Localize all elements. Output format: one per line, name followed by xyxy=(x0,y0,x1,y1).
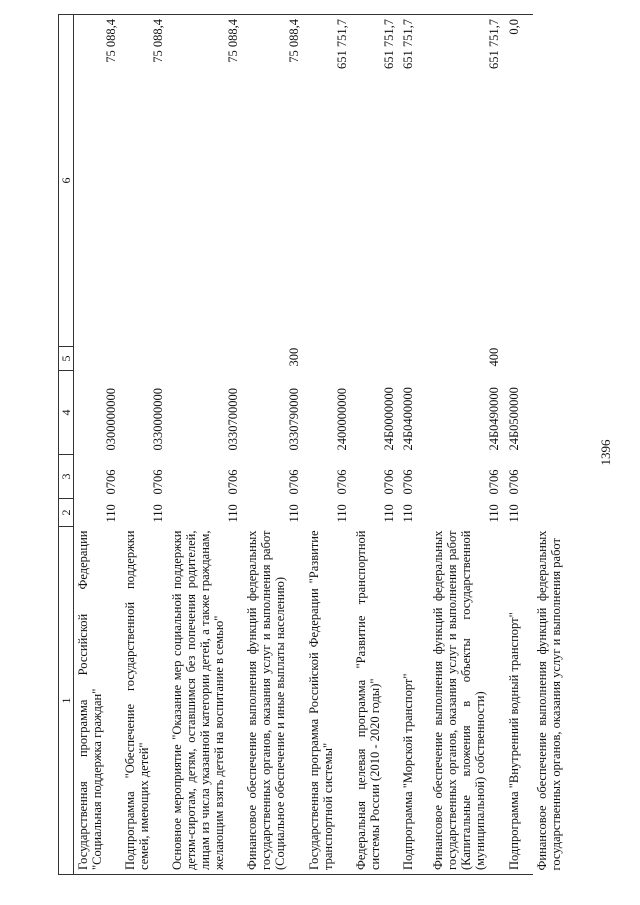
cell-expense-type: 300 xyxy=(287,347,301,367)
table-row xyxy=(74,15,122,875)
cell-target-article: 24Б0400000 xyxy=(401,387,415,451)
cell-section-code: 0706 xyxy=(287,469,301,495)
table-row xyxy=(243,15,305,875)
cell-code-2: 110 xyxy=(287,504,301,523)
cell-amount: 75 088,4 xyxy=(151,19,165,63)
cell-section-code: 0706 xyxy=(226,469,240,495)
row-name: Федеральная целевая программа "Развитие транспортной системы России (2010 - 2020 годы)" xyxy=(352,527,399,875)
row-name: Подпрограмма "Обеспечение государственной поддержки семей, имеющих детей" xyxy=(121,527,168,875)
cell-code-2: 110 xyxy=(335,504,349,523)
cell-code-2: 110 xyxy=(507,504,521,523)
cell-amount: 75 088,4 xyxy=(104,19,118,63)
column-header: 1 xyxy=(59,527,74,875)
cell-amount: 651 751,7 xyxy=(487,19,501,69)
cell-amount: 0,0 xyxy=(507,19,521,35)
cell-amount: 651 751,7 xyxy=(401,19,415,69)
cell-target-article: 0330790000 xyxy=(287,388,301,451)
cell-amount: 651 751,7 xyxy=(382,19,396,69)
table-header-row xyxy=(59,15,74,875)
column-header: 2 xyxy=(59,499,74,527)
cell-expense-type: 400 xyxy=(487,347,501,367)
table-row xyxy=(505,15,533,875)
cell-target-article: 0300000000 xyxy=(104,388,118,451)
cell-section-code: 0706 xyxy=(335,469,349,495)
cell-section-code: 0706 xyxy=(151,469,165,495)
cell-code-2: 110 xyxy=(104,504,118,523)
table-row xyxy=(533,15,584,875)
cell-section-code: 0706 xyxy=(507,469,521,495)
row-name: Финансовое обеспечение выполнения функций федеральных государственных органов, оказания услуг и выполнения работ (Социальное обеспечение и иные выплаты населению) xyxy=(243,527,305,875)
cell-target-article: 24Б0500000 xyxy=(507,387,521,451)
table-row xyxy=(121,15,168,875)
table-row xyxy=(352,15,399,875)
table-row xyxy=(429,15,505,875)
row-name: Финансовое обеспечение выполнения функций федеральных государственных органов, оказания услуг и выполнения работ xyxy=(535,530,563,871)
row-name: Государственная программа Российской Федерации "Развитие транспортной системы" xyxy=(305,527,352,875)
cell-code-2: 110 xyxy=(401,504,415,523)
budget-table xyxy=(58,15,584,875)
cell-target-article: 24Б0490000 xyxy=(487,387,501,451)
column-header: 3 xyxy=(59,455,74,499)
table-row xyxy=(399,15,429,875)
cell-target-article: 24Б0000000 xyxy=(382,387,396,451)
cell-code-2: 110 xyxy=(487,504,501,523)
cell-target-article: 2400000000 xyxy=(335,388,349,451)
row-name: Государственная программа Российской Федерации "Социальная поддержка граждан" xyxy=(74,527,122,875)
cell-section-code: 0706 xyxy=(487,469,501,495)
cell-code-2: 110 xyxy=(151,504,165,523)
column-header: 5 xyxy=(59,347,74,371)
cell-amount: 651 751,7 xyxy=(335,19,349,69)
table-row xyxy=(168,15,243,875)
cell-target-article: 0330000000 xyxy=(151,388,165,451)
cell-section-code: 0706 xyxy=(401,469,415,495)
cell-section-code: 0706 xyxy=(382,469,396,495)
column-header: 6 xyxy=(59,15,74,347)
table-row xyxy=(305,15,352,875)
row-name: Подпрограмма "Внутренний водный транспорт" xyxy=(505,527,533,875)
row-name: Финансовое обеспечение выполнения функций федеральных государственных органов, оказания услуг и выполнения работ (Капитальные вложения в объекты государственной (муниципальной) собственности) xyxy=(429,527,505,875)
column-header: 4 xyxy=(59,371,74,455)
cell-amount: 75 088,4 xyxy=(287,19,301,63)
cell-amount: 75 088,4 xyxy=(226,19,240,63)
cell-code-2: 110 xyxy=(226,504,240,523)
cell-section-code: 0706 xyxy=(104,469,118,495)
row-name: Основное мероприятие "Оказание мер социальной поддержки детям-сиротам, детям, оставшимся без попечения родителей, лицам из числа указанной категории детей, а также гражданам, желающим взять детей на воспитание в семью" xyxy=(168,527,243,875)
row-name: Подпрограмма "Морской транспорт" xyxy=(399,527,429,875)
cell-code-2: 110 xyxy=(382,504,396,523)
cell-target-article: 0330700000 xyxy=(226,388,240,451)
page-number: 1396 xyxy=(598,439,613,466)
